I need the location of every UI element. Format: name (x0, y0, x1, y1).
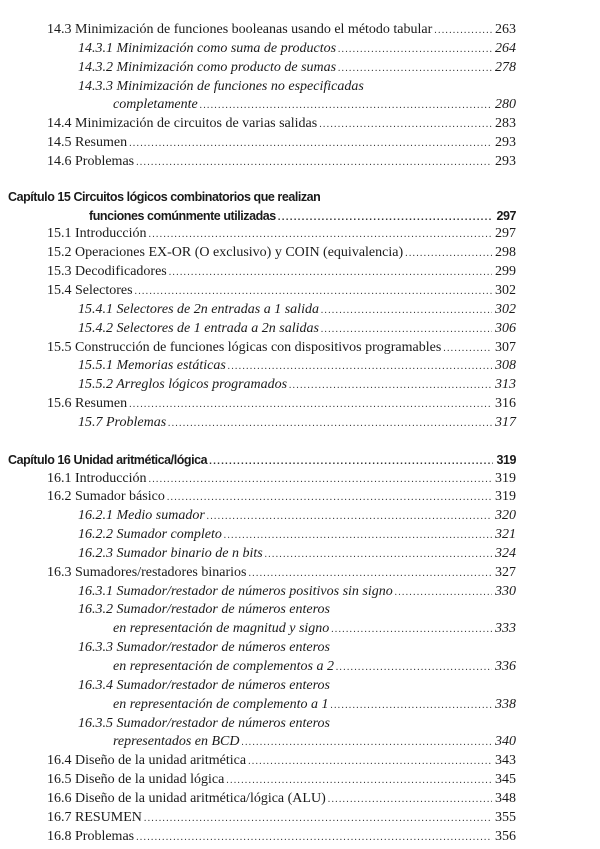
page-number: 278 (495, 59, 516, 75)
page-number: 313 (495, 377, 516, 393)
page-number: 280 (495, 97, 516, 113)
toc-subsection-entry[interactable] (0, 414, 600, 433)
entry-title: 15.5.1 Memorias estáticas (78, 358, 226, 374)
dot-leader (338, 60, 492, 79)
dot-leader (321, 321, 492, 340)
entry-title: 16.3.1 Sumador/restador de números positivos sin signo (78, 583, 393, 599)
toc-subsection-entry[interactable] (0, 601, 600, 620)
page-number: 302 (495, 301, 516, 317)
dot-leader (149, 226, 492, 245)
dot-leader (265, 546, 492, 565)
page-number: 298 (495, 245, 516, 261)
page-number: 293 (495, 135, 516, 151)
entry-title: 16.6 Diseño de la unidad aritmética/lógica (ALU) (47, 790, 326, 806)
toc-subsection-entry[interactable] (0, 545, 600, 564)
entry-title: 16.5 Diseño de la unidad lógica (47, 772, 225, 788)
chapter-heading[interactable] (0, 451, 600, 470)
chapter-heading[interactable] (0, 188, 600, 207)
dot-leader (395, 584, 492, 603)
dot-leader (129, 396, 492, 415)
entry-title: en representación de complementos a 2 (113, 659, 334, 674)
page-number: 283 (495, 116, 516, 132)
entry-title: 16.8 Problemas (47, 828, 135, 844)
page-number: 293 (495, 153, 516, 169)
dot-leader (224, 527, 492, 546)
entry-title: 16.3 Sumadores/restadores binarios (47, 564, 247, 580)
page-number: 297 (495, 226, 516, 242)
entry-title: 15.3 Decodificadores (47, 264, 167, 280)
toc-section-entry[interactable] (0, 282, 600, 301)
toc-entry-continued[interactable] (0, 696, 600, 715)
dot-leader (443, 340, 492, 359)
entry-title: 16.2 Sumador básico (47, 489, 165, 505)
toc-entry-continued[interactable] (0, 733, 600, 752)
page-number: 302 (495, 282, 516, 298)
toc-subsection-entry[interactable] (0, 78, 600, 97)
toc-section-entry[interactable] (0, 752, 600, 771)
page-number: 324 (495, 545, 516, 561)
dot-leader (289, 377, 492, 396)
entry-title: 15.4.1 Selectores de 2n entradas a 1 salida (78, 301, 319, 317)
page-number: 343 (495, 753, 516, 769)
chapter-heading-continued[interactable] (0, 207, 600, 226)
entry-title: 14.5 Resumen (47, 135, 128, 151)
dot-leader (321, 302, 492, 321)
toc-section-entry[interactable] (0, 790, 600, 809)
entry-title: 16.3.3 Sumador/restador de números enteros (78, 640, 330, 656)
entry-title: funciones comúnmente utilizadas (89, 208, 276, 223)
page-number: 319 (496, 452, 516, 467)
toc-section-entry[interactable] (0, 470, 600, 489)
page-number: 308 (495, 358, 516, 374)
toc-subsection-entry[interactable] (0, 301, 600, 320)
page-number: 327 (495, 564, 516, 580)
page-number: 356 (495, 828, 516, 844)
page-number: 338 (495, 696, 516, 712)
dot-leader (129, 135, 492, 154)
toc-section-entry[interactable] (0, 809, 600, 828)
toc-section-entry[interactable] (0, 339, 600, 358)
entry-title: 15.2 Operaciones EX-OR (O exclusivo) y COIN (equivalencia) (47, 245, 404, 261)
toc-subsection-entry[interactable] (0, 677, 600, 696)
entry-title: 16.2.3 Sumador binario de n bits (78, 545, 263, 561)
entry-title: 16.4 Diseño de la unidad aritmética (47, 753, 247, 769)
toc-section-entry[interactable] (0, 488, 600, 507)
page-number: 297 (496, 208, 516, 223)
entry-title: Capítulo 16 Unidad aritmética/lógica (8, 452, 208, 467)
entry-title: representados en BCD (113, 734, 240, 750)
toc-section-entry[interactable] (0, 564, 600, 583)
toc-entry-continued[interactable] (0, 658, 600, 677)
entry-title: 16.7 RESUMEN (47, 809, 142, 825)
entry-title: 15.5 Construcción de funciones lógicas con dispositivos programables (47, 339, 442, 355)
entry-title: 14.3.1 Minimización como suma de productos (78, 40, 337, 56)
entry-title: 14.3.3 Minimización de funciones no especificadas (78, 78, 364, 94)
toc-subsection-entry[interactable] (0, 357, 600, 376)
dot-leader (405, 245, 492, 264)
toc-section-entry[interactable] (0, 21, 600, 40)
toc-subsection-entry[interactable] (0, 507, 600, 526)
entry-title: en representación de magnitud y signo (113, 621, 330, 637)
entry-title: 14.4 Minimización de circuitos de varias salidas (47, 116, 318, 132)
entry-title: 16.3.2 Sumador/restador de números enteros (78, 602, 330, 618)
toc-subsection-entry[interactable] (0, 583, 600, 602)
dot-leader (336, 659, 492, 678)
toc-section-entry[interactable] (0, 395, 600, 414)
entry-title: 15.1 Introducción (47, 226, 147, 242)
page-number: 299 (495, 264, 516, 280)
entry-title: 16.2.2 Sumador completo (78, 527, 222, 543)
toc-subsection-entry[interactable] (0, 715, 600, 734)
section-spacer (0, 433, 600, 451)
page-number: 319 (495, 470, 516, 486)
entry-title: 16.1 Introducción (47, 470, 147, 486)
page-number: 319 (495, 489, 516, 505)
dot-leader (242, 734, 493, 753)
toc-section-entry[interactable] (0, 153, 600, 172)
dot-leader (248, 753, 492, 772)
page-number: 263 (495, 22, 516, 37)
page-number: 317 (495, 414, 516, 430)
toc-section-entry[interactable] (0, 771, 600, 790)
dot-leader (207, 508, 492, 527)
page-number: 330 (495, 583, 516, 599)
entry-title: 14.3.2 Minimización como producto de sumas (78, 59, 337, 75)
entry-title: 16.2.1 Medio sumador (78, 508, 205, 524)
entry-title: 15.5.2 Arreglos lógicos programados (78, 377, 288, 393)
toc-subsection-entry[interactable] (0, 320, 600, 339)
entry-title: Capítulo 15 Circuitos lógicos combinatorios que realizan (8, 189, 321, 204)
dot-leader (168, 415, 492, 434)
toc-entry-continued[interactable] (0, 620, 600, 639)
table-of-contents (0, 21, 600, 846)
toc-section-entry[interactable] (0, 244, 600, 263)
dot-leader (228, 358, 492, 377)
dot-leader (248, 565, 492, 584)
page-number: 348 (495, 790, 516, 806)
dot-leader (226, 772, 492, 791)
entry-title: completamente (113, 97, 198, 113)
dot-leader (144, 810, 492, 829)
toc-subsection-entry[interactable] (0, 376, 600, 395)
entry-title: 15.7 Problemas (78, 414, 167, 430)
toc-subsection-entry[interactable] (0, 526, 600, 545)
section-spacer (0, 172, 600, 188)
toc-section-entry[interactable] (0, 828, 600, 847)
dot-leader (338, 41, 492, 60)
dot-leader (149, 471, 492, 490)
toc-subsection-entry[interactable] (0, 639, 600, 658)
dot-leader (331, 697, 492, 716)
entry-title: 15.4 Selectores (47, 282, 133, 298)
page-number: 355 (495, 809, 516, 825)
toc-subsection-entry[interactable] (0, 40, 600, 59)
page-number: 320 (495, 508, 516, 524)
dot-leader (136, 829, 492, 848)
page-number: 333 (495, 621, 516, 637)
page-number: 345 (495, 772, 516, 788)
entry-title: 15.4.2 Selectores de 1 entrada a 2n salidas (78, 320, 319, 336)
dot-leader (136, 154, 492, 173)
dot-leader (319, 116, 492, 135)
toc-section-entry[interactable] (0, 263, 600, 282)
dot-leader (200, 97, 492, 116)
dot-leader (167, 489, 492, 508)
entry-title: 16.3.5 Sumador/restador de números enteros (78, 715, 330, 731)
page-number: 264 (495, 40, 516, 56)
page-number: 340 (495, 734, 516, 750)
toc-subsection-entry[interactable] (0, 59, 600, 78)
page-number: 321 (495, 527, 516, 543)
entry-title: 16.3.4 Sumador/restador de números enteros (78, 677, 330, 693)
dot-leader (328, 791, 492, 810)
toc-section-entry[interactable] (0, 115, 600, 134)
entry-title: 14.3 Minimización de funciones booleanas usando el método tabular (47, 22, 433, 37)
page-number: 316 (495, 396, 516, 412)
page-number: 336 (495, 659, 516, 674)
dot-leader (135, 283, 492, 302)
dot-leader (169, 264, 492, 283)
dot-leader (434, 22, 492, 41)
toc-entry-continued[interactable] (0, 96, 600, 115)
toc-section-entry[interactable] (0, 225, 600, 244)
entry-title: 15.6 Resumen (47, 396, 128, 412)
entry-title: 14.6 Problemas (47, 153, 135, 169)
toc-section-entry[interactable] (0, 134, 600, 153)
entry-title: en representación de complemento a 1 (113, 696, 329, 712)
dot-leader (331, 621, 492, 640)
page-number: 306 (495, 320, 516, 336)
page-number: 307 (495, 339, 516, 355)
